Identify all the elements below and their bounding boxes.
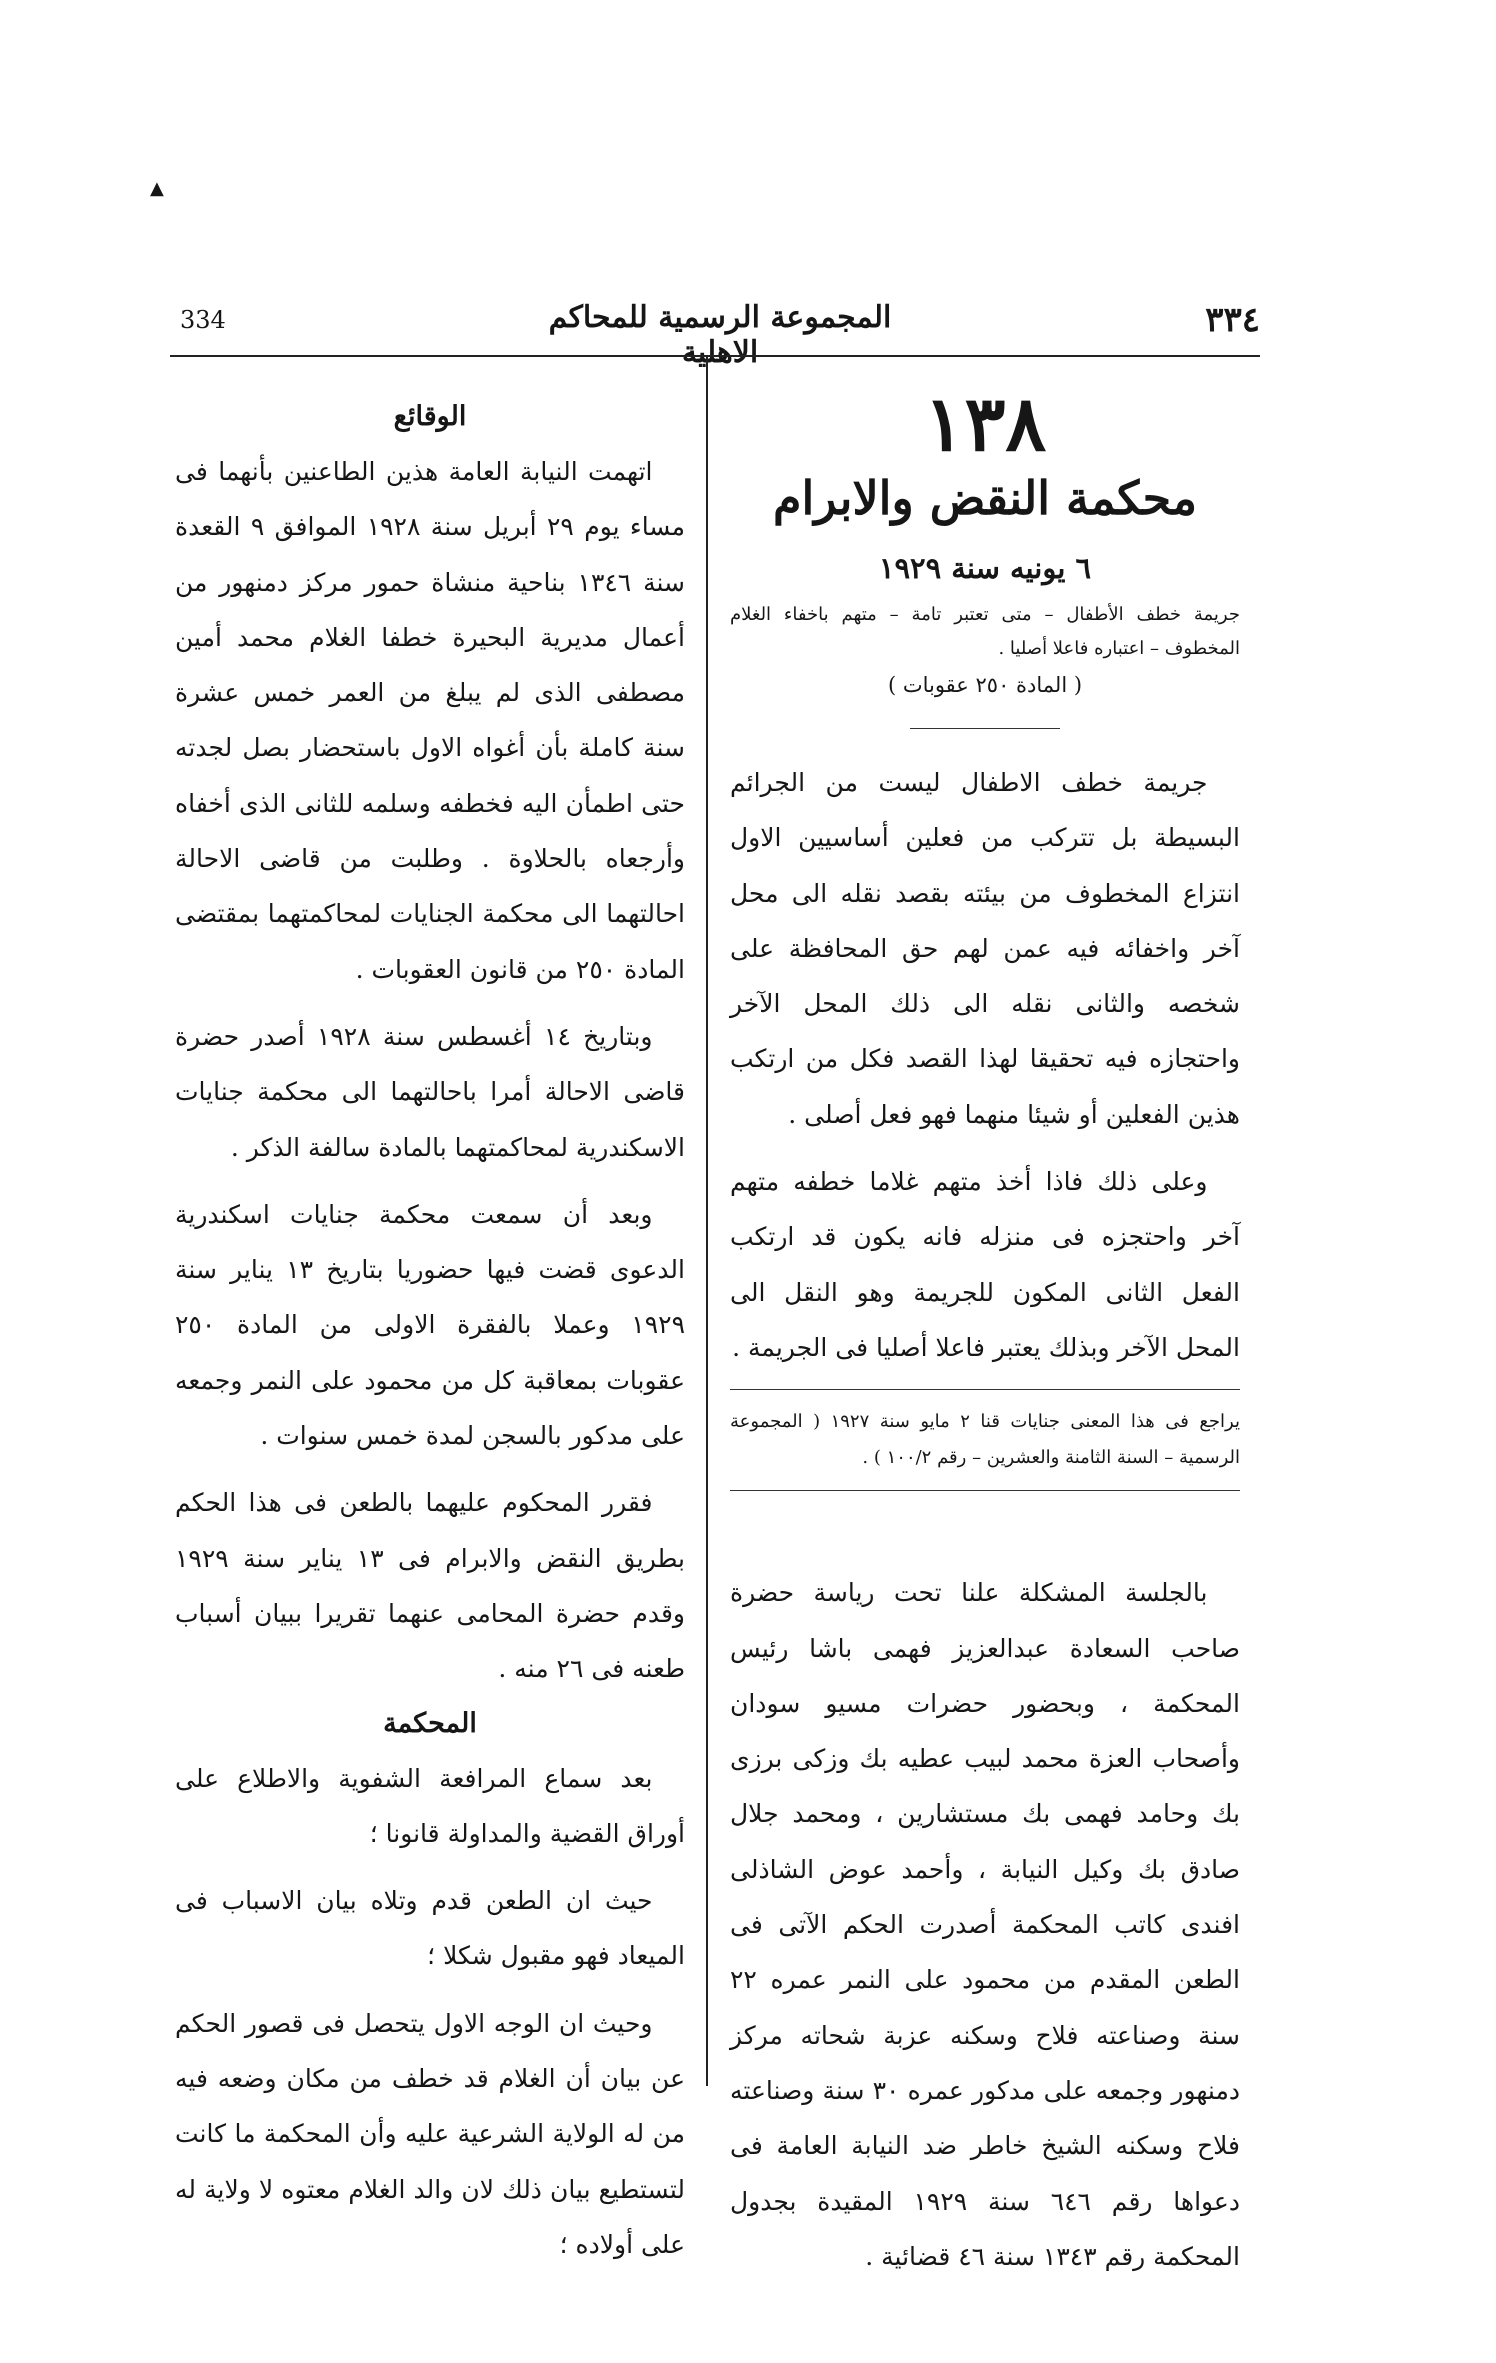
facts-paragraph: اتهمت النيابة العامة هذين الطاعنين بأنهما فى مساء يوم ٢٩ أبريل سنة ١٩٢٨ الموافق ٩ القعدة سنة ١٣٤٦ بناحية منشاة حمور مركز دمنهور من أعمال مديرية البحيرة خطفا الغلام محمد أمين مصطفى الذى لم يبلغ من العمر خمس عشرة سنة كاملة بأن أغواه الاول باستحضار بصل لجدته حتى اطمأن اليه فخطفه وسلمه للثانى الذى أخفاه وأرجعاه بالحلاوة . وطلبت من قاضى الاحالة احالتهما الى محكمة الجنايات لمحاكمتهما بمقتضى المادة ٢٥٠ من قانون العقوبات . (175, 457, 686, 984)
principle-paragraph: وعلى ذلك فاذا أخذ متهم غلاما خطفه متهم آخر واحتجزه فى منزله فانه يكون قد ارتكب الفعل الثانى المكون للجريمة وهو النقل الى المحل الآخر وبذلك يعتبر فاعلا أصليا فى الجريمة . (730, 1167, 1240, 1362)
case-summary: جريمة خطف الأطفال – متى تعتبر تامة – متهم باخفاء الغلام المخطوف – اعتباره فاعلا أصليا . (730, 604, 1240, 659)
separator (910, 728, 1060, 729)
principle-paragraph: جريمة خطف الاطفال ليست من الجرائم البسيطة بل تتركب من فعلين أساسيين الاول انتزاع المخطوف من بيئته بقصد نقله الى محل آخر واخفائه فيه عمن لهم حق المحافظة على شخصه والثانى نقله الى ذلك المحل الآخر واحتجازه فيه تحقيقا لهذا القصد فكل من ارتكب هذين الفعلين أو شيئا منهما فهو فعل أصلى . (730, 768, 1240, 1129)
journal-title: المجموعة الرسمية للمحاكم الاهلية (548, 300, 892, 370)
left-column (175, 390, 685, 2272)
court-heading: المحكمة (383, 1707, 477, 1739)
court-paragraph: حيث ان الطعن قدم وتلاه بيان الاسباب فى الميعاد فهو مقبول شكلا ؛ (175, 1886, 685, 1971)
page-number-latin: 334 (180, 306, 226, 334)
article-reference: ( المادة ٢٥٠ عقوبات ) (887, 673, 1083, 697)
page-header (170, 300, 1260, 370)
column-divider (706, 356, 708, 2086)
court-paragraph: بعد سماع المرافعة الشفوية والاطلاع على أوراق القضية والمداولة قانونا ؛ (175, 1763, 685, 1848)
page-number-arabic: ٣٣٤ (1205, 300, 1260, 340)
session-paragraph: بالجلسة المشكلة علنا تحت رياسة حضرة صاحب السعادة عبدالعزيز فهمى باشا رئيس المحكمة ، وبحضور حضرات مسيو سودان وأصحاب العزة محمد لبيب عطيه بك وزكى برزى بك وحامد فهمى بك مستشارين ، ومحمد جلال صادق بك وكيل النيابة ، وأحمد عوض الشاذلى افندى كاتب المحكمة أصدرت الحكم الآتى فى الطعن المقدم من محمود على النمر عمره ٢٢ سنة وصناعته فلاح وسكنه عزبة شحاته مركز دمنهور وجمعه على مدكور عمره ٣٠ سنة وصناعته فلاح وسكنه الشيخ خاطر ضد النيابة العامة فى دعواها رقم ٦٤٦ سنة ١٩٢٩ المقيدة بجدول المحكمة رقم ١٣٤٣ سنة ٤٦ قضائية . (730, 1578, 1240, 2271)
case-number: ١٣٨ (923, 379, 1047, 468)
facts-paragraph: وبعد أن سمعت محكمة جنايات اسكندرية الدعوى قضت فيها حضوريا بتاريخ ١٣ يناير سنة ١٩٢٩ وعملا بالفقرة الاولى من المادة ٢٥٠ عقوبات بمعاقبة كل من محمود على النمر وجمعه على مدكور بالسجن لمدة خمس سنوات . (175, 1199, 685, 1451)
court-paragraph: وحيث ان الوجه الاول يتحصل فى قصور الحكم عن بيان أن الغلام قد خطف من مكان وضعه فيه من له الولاية الشرعية عليه وأن المحكمة ما كانت لتستطيع بيان ذلك لان والد الغلام معتوه لا ولاية له على أولاده ؛ (175, 2008, 685, 2259)
scan-mark: ▲ (150, 178, 164, 199)
facts-paragraph: فقرر المحكوم عليهما بالطعن فى هذا الحكم بطريق النقض والابرام فى ١٣ يناير سنة ١٩٢٩ وقدم حضرة المحامى عنهما تقريرا ببيان أسباب طعنه فى ٢٦ منه . (175, 1488, 686, 1684)
header-rule (170, 355, 1260, 357)
right-column (730, 379, 1241, 2284)
note-rule (730, 1490, 1240, 1491)
facts-heading: الوقائع (393, 401, 467, 432)
note-rule (730, 1389, 1240, 1390)
court-name: محكمة النقض والابرام (773, 471, 1197, 525)
judgment-date: ٦ يونيه سنة ١٩٢٩ (878, 551, 1092, 585)
reference-note: يراجع فى هذا المعنى جنايات قنا ٢ مايو سنة ١٩٢٧ ( المجموعة الرسمية – السنة الثامنة والعشرين – رقم ١٠٠/٢ ) . (730, 1411, 1241, 1469)
facts-paragraph: وبتاريخ ١٤ أغسطس سنة ١٩٢٨ أصدر حضرة قاضى الاحالة أمرا باحالتهما الى محكمة جنايات الاسكندرية لمحاكمتهما بالمادة سالفة الذكر . (175, 1021, 685, 1162)
